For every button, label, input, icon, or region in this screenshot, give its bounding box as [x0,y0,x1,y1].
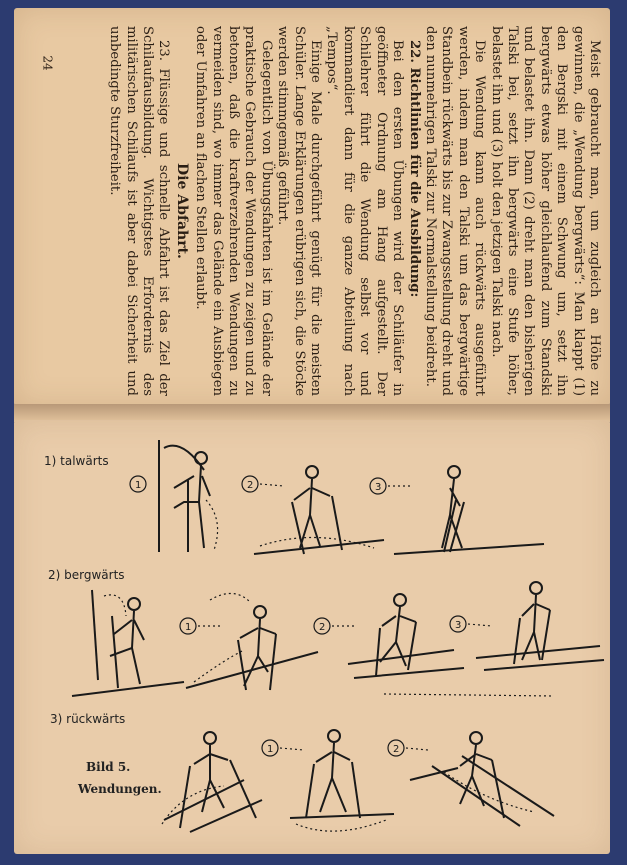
row1-step-1-number: 1 [135,480,142,491]
row3-step-2-number: 2 [393,744,400,755]
row1-step-3-number: 3 [375,482,382,493]
abfahrt-heading: Die Abfahrt. [173,163,190,259]
row3-step-1 [262,740,304,756]
row3-figure-1 [162,732,262,832]
row-label-talwaerts: 1) talwärts [44,454,109,468]
row3-figure-2 [290,730,394,831]
row2-step-2-number: 2 [319,622,326,633]
row1-figure-3 [394,466,544,554]
row1-step-2 [242,476,284,492]
section-22-paragraph-1: Bei den ersten Übungen wird der Schiläufer in geöffneter Ordnung am Hang aufgestellt. Der Schilehrer führt die Wendung selbst vor und kommandiert dann für die ganze Abteilung nach „Tempos“. [324,26,406,396]
row3-step-2 [388,740,428,756]
row1-step-2-number: 2 [247,480,254,491]
row-label-rueckwaerts: 3) rückwärts [50,712,126,726]
figure-caption-title: Wendungen. [78,782,162,796]
row2-step-2 [314,618,354,634]
row2-figure-2 [186,593,318,690]
row1-step-1 [130,476,146,492]
section-22-paragraph-2: Einige Male durchgeführt genügt für die meisten Schüler. Lange Erklärungen erübrigen sich, die Stöcke werden stimmgemäß geführt. [275,26,324,396]
rotated-text-column [82,26,602,396]
row1-step-3 [370,478,412,494]
row2-step-3 [450,616,492,632]
ski-turn-illustrations [14,420,610,854]
section-23-paragraph: 23. Flüssige und schnelle Abfahrt ist das Ziel der Schilaufausbildung. Wichtigstes Erfordernis des militärischen Schilaufs ist aber dabei Sicherheit und unbedingte Sturzfreiheit. [107,26,172,396]
figure-caption-number: Bild 5. [86,760,131,774]
row2-step-1-number: 1 [185,622,192,633]
paragraph-wendung-rueckwaerts: Die Wendung kann auch rückwärts ausgeführt werden, indem man den Talski um das bergwärtige Standbein rückwärts bis zur Zwangsstellung dreht und den nunmehrigen Talski zur Normalstellung beidreht. [422,26,488,396]
row2-figure-4 [476,582,604,670]
row1-figure-2 [254,466,384,554]
row2-step-3-number: 3 [455,620,462,631]
section-22-paragraph-3: Gelegentlich von Übungsfahrten ist im Gelände der praktische Gebrauch der Wendungen zu zeigen und zu betonen, daß die kraftverzehrenden Wendungen zu vermeiden sind, wo immer das Gelände ein Ausbiegen oder Umfahren an flachen Stellen erlaubt. [193,26,274,396]
section-22-title: 22. Richtlinien für die Ausbildung: [406,40,422,298]
row2-figure-3 [348,594,464,678]
row3-figure-3 [410,732,554,826]
paragraph-wendung-bergwaerts: Meist gebraucht man, um zugleich an Höhe zu gewinnen, die „Wendung bergwärts“: Man klappt (1) den Bergski mit einem Schwung um, setzt ihn bergwärts etwas höher gleichlaufend zum Standski und belastet ihn. Dann (2) dreht man den bisherigen Talski bei, setzt ihn bergwärts eine Stufe höher, belastet ihn und (3) holt den jetzigen Talski nach. [488,26,602,396]
row3-step-1-number: 1 [267,744,274,755]
row-label-bergwaerts: 2) bergwärts [48,568,125,582]
text-page [14,8,610,406]
row1-figure-1 [159,440,218,552]
row2-separator [384,694,554,696]
figure-page [14,420,610,854]
page-number: 24 [40,55,55,71]
row2-step-1 [180,618,220,634]
row2-figure-1 [72,590,184,696]
